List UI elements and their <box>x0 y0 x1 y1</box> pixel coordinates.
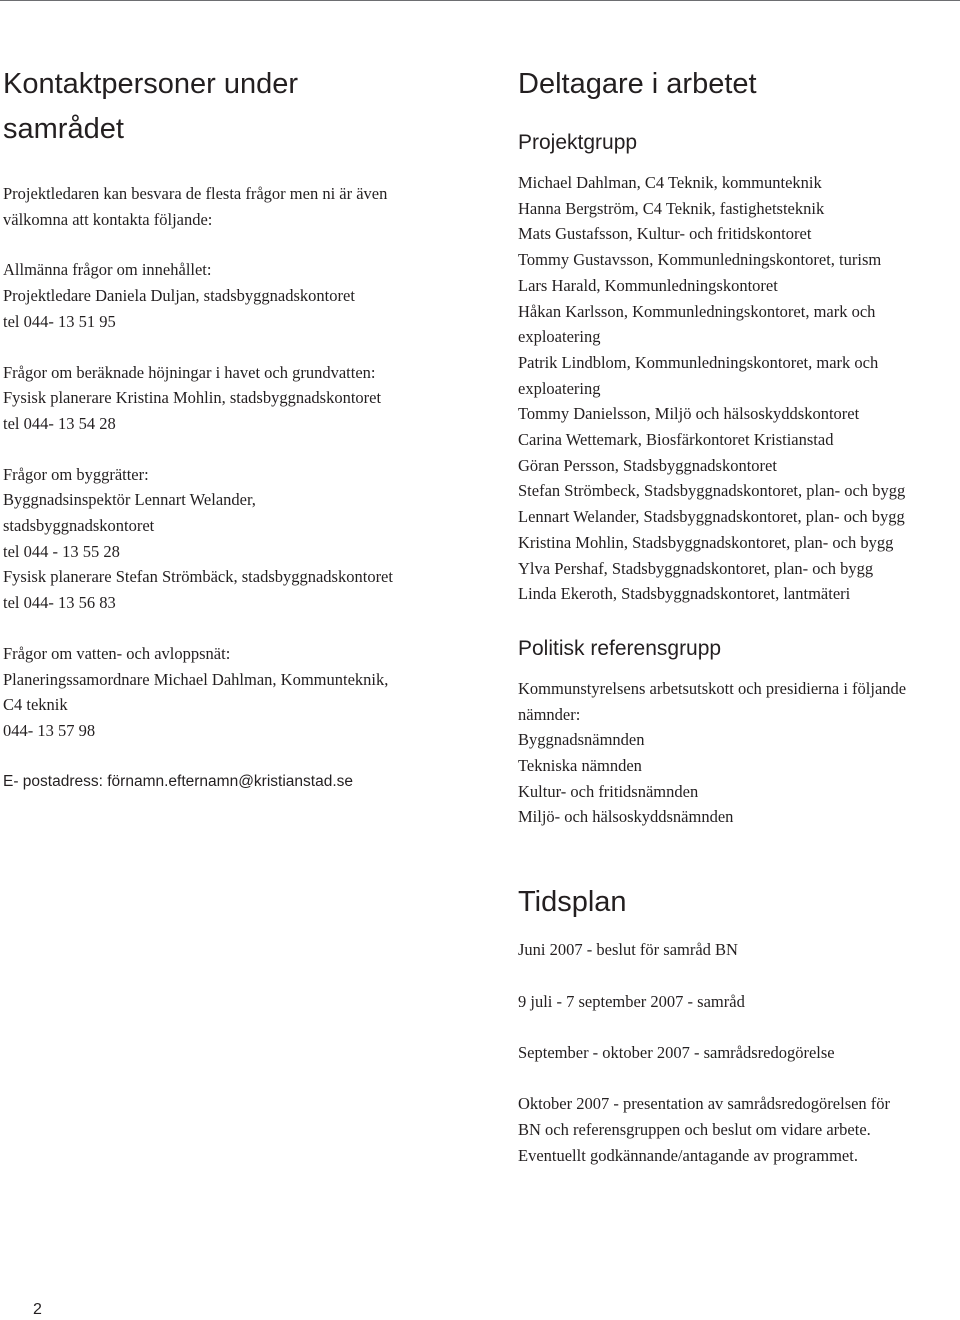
top-rule <box>0 0 960 1</box>
list-item: Miljö- och hälsoskyddsnämnden <box>518 807 734 827</box>
list-item: Byggnadsnämnden <box>518 730 645 750</box>
list-item: Håkan Karlsson, Kommunledningskontoret, mark och <box>518 301 876 321</box>
participants-title: Deltagare i arbetet <box>518 68 757 100</box>
contact-building-rights: Frågor om byggrätter: Byggnadsinspektör Lennart Welander, stadsbyggnadskontoret tel 044 - 13 55 28 Fysisk planerare Stefan Strömbäck, stadsbyggnadskontoret tel 044- 13 56 83 <box>3 464 393 613</box>
contacts-title: Kontaktpersoner under samrådet <box>3 68 299 145</box>
list-item: Stefan Strömbeck, Stadsbyggnadskontoret, plan- och bygg <box>518 481 906 501</box>
list-item: Ylva Pershaf, Stadsbyggnadskontoret, plan- och bygg <box>518 558 874 578</box>
contact-general: Allmänna frågor om innehållet: Projektledare Daniela Duljan, stadsbyggnadskontoret tel 044- 13 51 95 <box>3 260 355 331</box>
list-item: Mats Gustafsson, Kultur- och fritidskontoret <box>518 224 812 244</box>
list-item: Kristina Mohlin, Stadsbyggnadskontoret, plan- och bygg <box>518 532 894 552</box>
list-item: Michael Dahlman, C4 Teknik, kommunteknik <box>518 173 822 192</box>
page-number: 2 <box>33 1301 42 1318</box>
list-item: exploatering <box>518 378 601 398</box>
list-item: Lars Harald, Kommunledningskontoret <box>518 275 778 295</box>
list-item: Tommy Danielsson, Miljö och hälsoskyddskontoret <box>518 404 860 424</box>
list-item: Patrik Lindblom, Kommunledningskontoret, mark och <box>518 352 879 372</box>
list-item: Göran Persson, Stadsbyggnadskontoret <box>518 455 777 475</box>
left-column <box>3 62 473 794</box>
referensgrupp-heading: Politisk referensgrupp <box>518 636 722 660</box>
list-item: Carina Wettemark, Biosfärkontoret Kristianstad <box>518 430 834 450</box>
list-item: Kommunstyrelsens arbetsutskott och presidierna i följande <box>518 678 907 698</box>
tidsplan-item: Oktober 2007 - presentation av samrådsredogörelsen för BN och referensgruppen och beslut om vidare arbete. Eventuellt godkännande/antagande av programmet. <box>518 1094 891 1165</box>
list-item: Hanna Bergström, C4 Teknik, fastighetsteknik <box>518 198 825 218</box>
list-item: Linda Ekeroth, Stadsbyggnadskontoret, lantmäteri <box>518 584 851 604</box>
referensgrupp-list <box>518 676 958 830</box>
contact-sea-level: Frågor om beräknade höjningar i havet och grundvatten: Fysisk planerare Kristina Mohlin, stadsbyggnadskontoret tel 044- 13 54 28 <box>3 362 382 433</box>
tidsplan-item: September - oktober 2007 - samrådsredogörelse <box>518 1042 835 1062</box>
list-item: Tommy Gustavsson, Kommunledningskontoret, turism <box>518 250 882 270</box>
tidsplan-item: 9 juli - 7 september 2007 - samråd <box>518 991 745 1011</box>
list-item: Kultur- och fritidsnämnden <box>518 781 699 801</box>
list-item: nämnder: <box>518 704 581 724</box>
projektgrupp-list <box>518 170 958 607</box>
contact-water-sewage: Frågor om vatten- och avloppsnät: Planeringssamordnare Michael Dahlman, Kommunteknik, C4 teknik 044- 13 57 98 <box>3 643 389 740</box>
list-item: Tekniska nämnden <box>518 756 642 776</box>
right-column <box>518 62 958 1168</box>
list-item: exploatering <box>518 327 601 347</box>
list-item: Lennart Welander, Stadsbyggnadskontoret, plan- och bygg <box>518 507 905 527</box>
tidsplan-title: Tidsplan <box>518 886 627 919</box>
intro-paragraph: Projektledaren kan besvara de flesta frågor men ni är även välkomna att kontakta följande: <box>3 184 388 229</box>
tidsplan-item: Juni 2007 - beslut för samråd BN <box>518 940 738 960</box>
projektgrupp-heading: Projektgrupp <box>518 131 638 154</box>
email-address: E- postadress: förnamn.efternamn@kristianstad.se <box>3 772 353 790</box>
